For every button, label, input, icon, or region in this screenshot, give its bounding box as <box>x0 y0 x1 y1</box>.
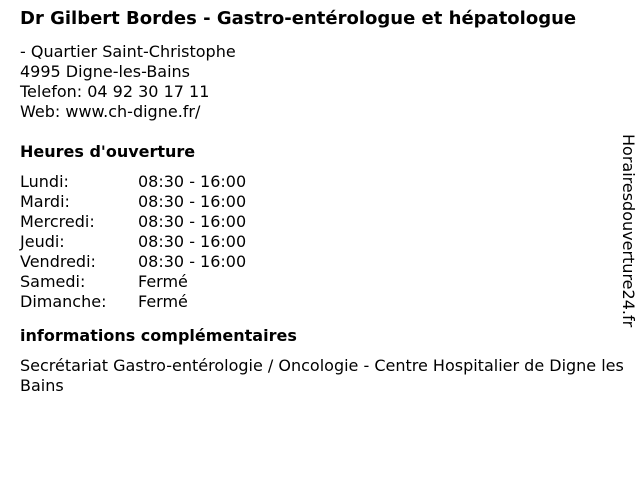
page-title: Dr Gilbert Bordes - Gastro-entérologue et hépatologue <box>20 8 577 29</box>
day-label: Lundi: <box>20 172 69 191</box>
day-label: Mardi: <box>20 192 70 211</box>
hours-value: 08:30 - 16:00 <box>138 172 247 191</box>
site-watermark: Horairesdouverture24.fr <box>619 134 638 328</box>
hours-value: 08:30 - 16:00 <box>138 252 247 271</box>
hours-row-wednesday <box>20 212 616 232</box>
street-address: - Quartier Saint-Christophe <box>20 42 236 61</box>
hours-value: 08:30 - 16:00 <box>138 212 247 231</box>
additional-info-heading: informations complémentaires <box>20 326 297 345</box>
website-link[interactable]: Web: www.ch-digne.fr/ <box>20 102 201 121</box>
day-label: Mercredi: <box>20 212 95 231</box>
day-label: Samedi: <box>20 272 86 291</box>
hours-value: Fermé <box>138 292 188 311</box>
hours-value: 08:30 - 16:00 <box>138 192 247 211</box>
opening-hours-heading: Heures d'ouverture <box>20 142 196 161</box>
hours-row-tuesday <box>20 192 616 212</box>
business-listing <box>20 8 624 396</box>
day-label: Dimanche: <box>20 292 107 311</box>
hours-value: Fermé <box>138 272 188 291</box>
opening-hours-table <box>20 172 616 312</box>
hours-value: 08:30 - 16:00 <box>138 232 247 251</box>
city-address: 4995 Digne-les-Bains <box>20 62 191 81</box>
hours-row-sunday <box>20 292 616 312</box>
additional-info-text: Secrétariat Gastro-entérologie / Oncologie - Centre Hospitalier de Digne les Bains <box>20 356 624 395</box>
phone-number: Telefon: 04 92 30 17 11 <box>20 82 210 101</box>
day-label: Jeudi: <box>20 232 65 251</box>
hours-row-saturday <box>20 272 616 292</box>
hours-row-friday <box>20 252 616 272</box>
hours-row-thursday <box>20 232 616 252</box>
hours-row-monday <box>20 172 616 192</box>
day-label: Vendredi: <box>20 252 96 271</box>
contact-block <box>20 42 616 122</box>
